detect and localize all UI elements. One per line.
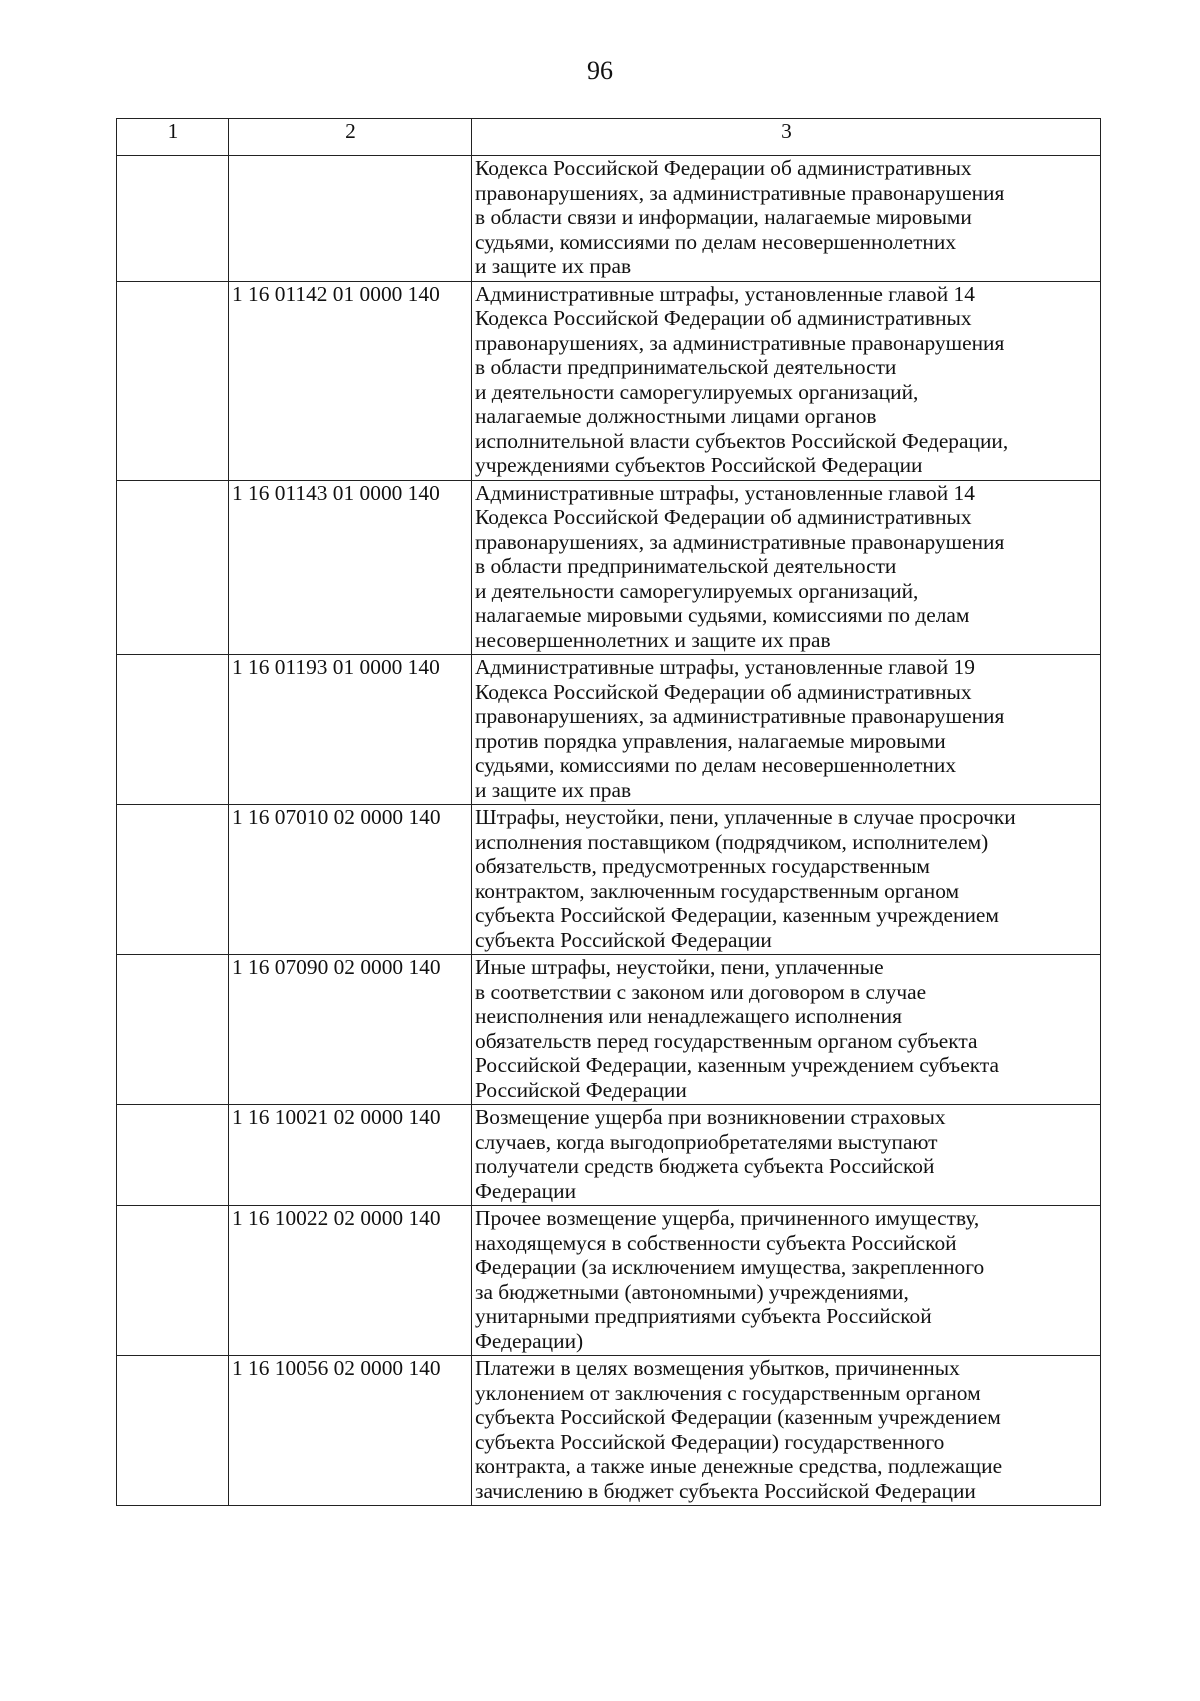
description-line: за бюджетными (автономными) учреждениями, bbox=[475, 1279, 909, 1304]
table-row bbox=[117, 1356, 1101, 1506]
description-line: судьями, комиссиями по делам несовершеннолетних bbox=[475, 229, 957, 254]
description-line: Кодекса Российской Федерации об административных bbox=[475, 156, 972, 180]
budget-code-table bbox=[116, 118, 1101, 1506]
description-cell bbox=[472, 955, 1101, 1105]
budget-code-cell: 1 16 01143 01 0000 140 bbox=[229, 480, 472, 655]
description-line: Федерации) bbox=[475, 1328, 584, 1353]
description-line: в области связи и информации, налагаемые мировыми bbox=[475, 205, 972, 229]
description-line: в области предпринимательской деятельности bbox=[475, 355, 897, 379]
budget-code-cell: 1 16 01193 01 0000 140 bbox=[229, 655, 472, 805]
description-line: учреждениями субъектов Российской Федерации bbox=[475, 453, 923, 477]
column-header-2: 2 bbox=[229, 119, 472, 156]
description-line: Иные штрафы, неустойки, пени, уплаченные bbox=[475, 955, 884, 979]
description-cell bbox=[472, 480, 1101, 655]
header-row bbox=[117, 119, 1101, 156]
description-line: налагаемые мировыми судьями, комиссиями по делам bbox=[475, 603, 970, 627]
description-line: правонарушениях, за административные правонарушения bbox=[475, 704, 1005, 728]
description-line: получатели средств бюджета субъекта Российской bbox=[475, 1154, 935, 1178]
row-number-cell bbox=[117, 655, 229, 805]
description-line: Штрафы, неустойки, пени, уплаченные в случае просрочки bbox=[475, 805, 1016, 829]
description-cell bbox=[472, 655, 1101, 805]
column-header-1: 1 bbox=[117, 119, 229, 156]
description-line: в соответствии с законом или договором в случае bbox=[475, 979, 927, 1004]
budget-code-cell: 1 16 10022 02 0000 140 bbox=[229, 1206, 472, 1356]
row-number-cell bbox=[117, 1206, 229, 1356]
table-row bbox=[117, 805, 1101, 955]
description-line: правонарушениях, за административные правонарушения bbox=[475, 180, 1005, 205]
description-line: контрактом, заключенным государственным органом bbox=[475, 878, 960, 903]
description-line: и деятельности саморегулируемых организаций, bbox=[475, 379, 919, 404]
row-number-cell bbox=[117, 805, 229, 955]
description-line: зачислению в бюджет субъекта Российской Федерации bbox=[475, 1478, 976, 1503]
table-body bbox=[117, 156, 1101, 1506]
description-line: Прочее возмещение ущерба, причиненного имуществу, bbox=[475, 1206, 980, 1230]
description-line: случаев, когда выгодоприобретателями выступают bbox=[475, 1129, 938, 1154]
budget-code-cell: 1 16 10056 02 0000 140 bbox=[229, 1356, 472, 1506]
row-number-cell bbox=[117, 480, 229, 655]
description-line: Административные штрафы, установленные главой 14 bbox=[475, 281, 975, 306]
table-row bbox=[117, 281, 1101, 480]
description-line: Российской Федерации bbox=[475, 1077, 687, 1102]
description-line: налагаемые должностными лицами органов bbox=[475, 404, 877, 428]
column-header-3: 3 bbox=[472, 119, 1101, 156]
description-line: Административные штрафы, установленные главой 14 bbox=[475, 480, 975, 505]
row-number-cell bbox=[117, 1105, 229, 1206]
description-cell bbox=[472, 1356, 1101, 1506]
page-number: 96 bbox=[587, 56, 613, 85]
description-line: исполнительной власти субъектов Российской Федерации, bbox=[475, 428, 1009, 453]
description-line: Кодекса Российской Федерации об административных bbox=[475, 306, 972, 330]
row-number-cell bbox=[117, 156, 229, 282]
description-line: Платежи в целях возмещения убытков, причиненных bbox=[475, 1356, 960, 1380]
description-line: находящемуся в собственности субъекта Российской bbox=[475, 1230, 957, 1255]
budget-code-cell bbox=[229, 156, 472, 282]
description-line: субъекта Российской Федерации, казенным учреждением bbox=[475, 903, 999, 927]
description-line: исполнения поставщиком (подрядчиком, исполнителем) bbox=[475, 829, 989, 854]
description-cell bbox=[472, 805, 1101, 955]
description-line: субъекта Российской Федерации bbox=[475, 927, 772, 952]
description-line: Федерации bbox=[475, 1178, 577, 1203]
row-number-cell bbox=[117, 1356, 229, 1506]
budget-code-cell: 1 16 10021 02 0000 140 bbox=[229, 1105, 472, 1206]
description-line: контракта, а также иные денежные средства, подлежащие bbox=[475, 1454, 1003, 1478]
description-line: уклонением от заключения с государственным органом bbox=[475, 1380, 981, 1405]
description-line: правонарушениях, за административные правонарушения bbox=[475, 529, 1005, 554]
description-line: Кодекса Российской Федерации об административных bbox=[475, 505, 972, 529]
description-line: судьями, комиссиями по делам несовершеннолетних bbox=[475, 753, 957, 777]
description-line: против порядка управления, налагаемые мировыми bbox=[475, 728, 946, 753]
description-line: неисполнения или ненадлежащего исполнения bbox=[475, 1004, 902, 1028]
description-cell bbox=[472, 156, 1101, 282]
description-cell bbox=[472, 1105, 1101, 1206]
description-line: в области предпринимательской деятельности bbox=[475, 554, 897, 578]
description-line: субъекта Российской Федерации) государственного bbox=[475, 1429, 945, 1454]
description-line: правонарушениях, за административные правонарушения bbox=[475, 330, 1005, 355]
description-line: и защите их прав bbox=[475, 777, 632, 802]
budget-code-cell: 1 16 07090 02 0000 140 bbox=[229, 955, 472, 1105]
description-cell bbox=[472, 1206, 1101, 1356]
description-line: несовершеннолетних и защите их прав bbox=[475, 627, 831, 652]
description-cell bbox=[472, 281, 1101, 480]
budget-code-cell: 1 16 01142 01 0000 140 bbox=[229, 281, 472, 480]
row-number-cell bbox=[117, 955, 229, 1105]
table-row bbox=[117, 655, 1101, 805]
table-row bbox=[117, 1105, 1101, 1206]
description-line: обязательств, предусмотренных государственным bbox=[475, 854, 930, 878]
description-line: Российской Федерации, казенным учреждением субъекта bbox=[475, 1053, 999, 1077]
table-row bbox=[117, 480, 1101, 655]
description-line: Федерации (за исключением имущества, закрепленного bbox=[475, 1255, 985, 1279]
description-line: субъекта Российской Федерации (казенным учреждением bbox=[475, 1405, 1001, 1429]
description-line: Возмещение ущерба при возникновении страховых bbox=[475, 1105, 946, 1129]
description-line: унитарными предприятиями субъекта Российской bbox=[475, 1304, 932, 1328]
table-row bbox=[117, 156, 1101, 282]
description-line: и защите их прав bbox=[475, 254, 632, 278]
description-line: обязательств перед государственным органом субъекта bbox=[475, 1028, 978, 1053]
budget-code-cell: 1 16 07010 02 0000 140 bbox=[229, 805, 472, 955]
description-line: Административные штрафы, установленные главой 19 bbox=[475, 655, 975, 679]
table-row bbox=[117, 1206, 1101, 1356]
description-line: Кодекса Российской Федерации об административных bbox=[475, 679, 972, 704]
table-row bbox=[117, 955, 1101, 1105]
row-number-cell bbox=[117, 281, 229, 480]
description-line: и деятельности саморегулируемых организаций, bbox=[475, 578, 919, 603]
